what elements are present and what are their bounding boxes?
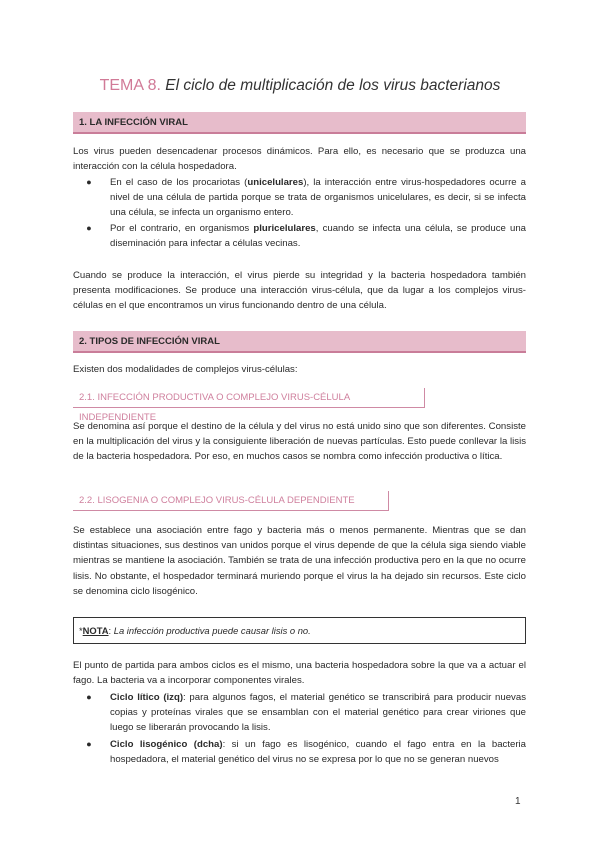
bullet-bold: Ciclo lítico (izq) (110, 692, 184, 703)
subsection-heading-2-1: 2.1. INFECCIÓN PRODUCTIVA O COMPLEJO VIRUS-CÉLULA INDEPENDIENTE (73, 388, 425, 408)
subsection-2-2-text: Se establece una asociación entre fago y bacteria más o menos permanente. Mientras que se dan distintas situaciones, sus destinos van unidos porque el virus depende de que la célula siga siendo viable mientras se mantiene la asociación. También se trata de una infección productiva pero en la que no ocurre lisis. No obstante, el hospedador terminará muriendo porque el virus la ha dejado sin recursos. Este ciclo se denomina ciclo lisogénico. (73, 525, 526, 597)
page-number: 1 (515, 796, 521, 807)
subsection-heading-2-2: 2.2. LISOGENIA O COMPLEJO VIRUS-CÉLULA DEPENDIENTE (73, 491, 389, 511)
bullet-bold: Ciclo lisogénico (dcha) (110, 739, 223, 750)
note-prefix: * (79, 625, 83, 636)
bullet-icon: ● (86, 739, 92, 749)
bullet-bold: pluricelulares (253, 223, 316, 234)
title-number: TEMA 8. (99, 77, 161, 94)
bullet-bold: unicelulares (247, 177, 304, 188)
page-title (0, 76, 600, 96)
section-heading-1: 1. LA INFECCIÓN VIRAL (73, 112, 526, 134)
bullet-text: : si un fago es lisogénico, cuando el fago entra en la bacteria hospedadora, el material genético del virus no se expresa por lo que no se generan nuevos (110, 739, 526, 766)
cycles-paragraph: El punto de partida para ambos ciclos es el mismo, una bacteria hospedadora sobre la que va a actuar el fago. La bacteria va a incorporar componentes virales. (73, 660, 526, 687)
section2-intro: Existen dos modalidades de complejos virus-células: (73, 364, 298, 375)
bullet-text: Por el contrario, en organismos (110, 223, 254, 234)
bullet-icon: ● (86, 223, 92, 233)
bullet-text: En el caso de los procariotas ( (110, 177, 248, 188)
section-heading-2: 2. TIPOS DE INFECCIÓN VIRAL (73, 331, 526, 353)
section1-intro: Los virus pueden desencadenar procesos dinámicos. Para ello, es necesario que se produzca una interacción con la célula hospedadora. (73, 146, 526, 173)
note-colon: : (108, 625, 114, 636)
note-text: La infección productiva puede causar lisis o no. (113, 625, 311, 636)
list-item (84, 221, 526, 251)
note-box (73, 617, 526, 644)
bullet-icon: ● (86, 692, 92, 702)
section1-paragraph: Cuando se produce la interacción, el virus pierde su integridad y la bacteria hospedadora también presenta modificaciones. Se produce una interacción virus-célula, que da lugar a los complejos virus-células en el que encontramos un virus funcionando dentro de una célula. (73, 270, 526, 312)
subsection-2-1-text: Se denomina así porque el destino de la célula y del virus no está unido sino que son diferentes. Consiste en la multiplicación del virus y la consiguiente liberación de nuevas partículas. Esto puede conllevar la lisis de la bacteria hospedadora. Por eso, en muchos casos se nombra como infección productiva o lítica. (73, 421, 526, 463)
note-label: NOTA (82, 625, 109, 636)
bullet-text: : para algunos fagos, el material genético se transcribirá para producir nuevas copias y proteínas virales que se ensamblan con el material genético para crear viriones que luego se liberarán provocando la lisis. (110, 692, 526, 734)
list-item (84, 690, 526, 736)
list-item (84, 175, 526, 221)
bullet-icon: ● (86, 177, 92, 187)
bullet-text: ), la interacción entre virus-hospedadores ocurre a nivel de una célula de partida porque se trata de organismos unicelulares, es decir, si se infecta una célula, se infecta un organismo entero. (110, 177, 526, 219)
bullet-text: , cuando se infecta una célula, se produce una diseminación para infectar a células vecinas. (110, 223, 526, 250)
list-item (84, 737, 526, 767)
title-subtitle: El ciclo de multiplicación de los virus bacterianos (165, 77, 501, 94)
